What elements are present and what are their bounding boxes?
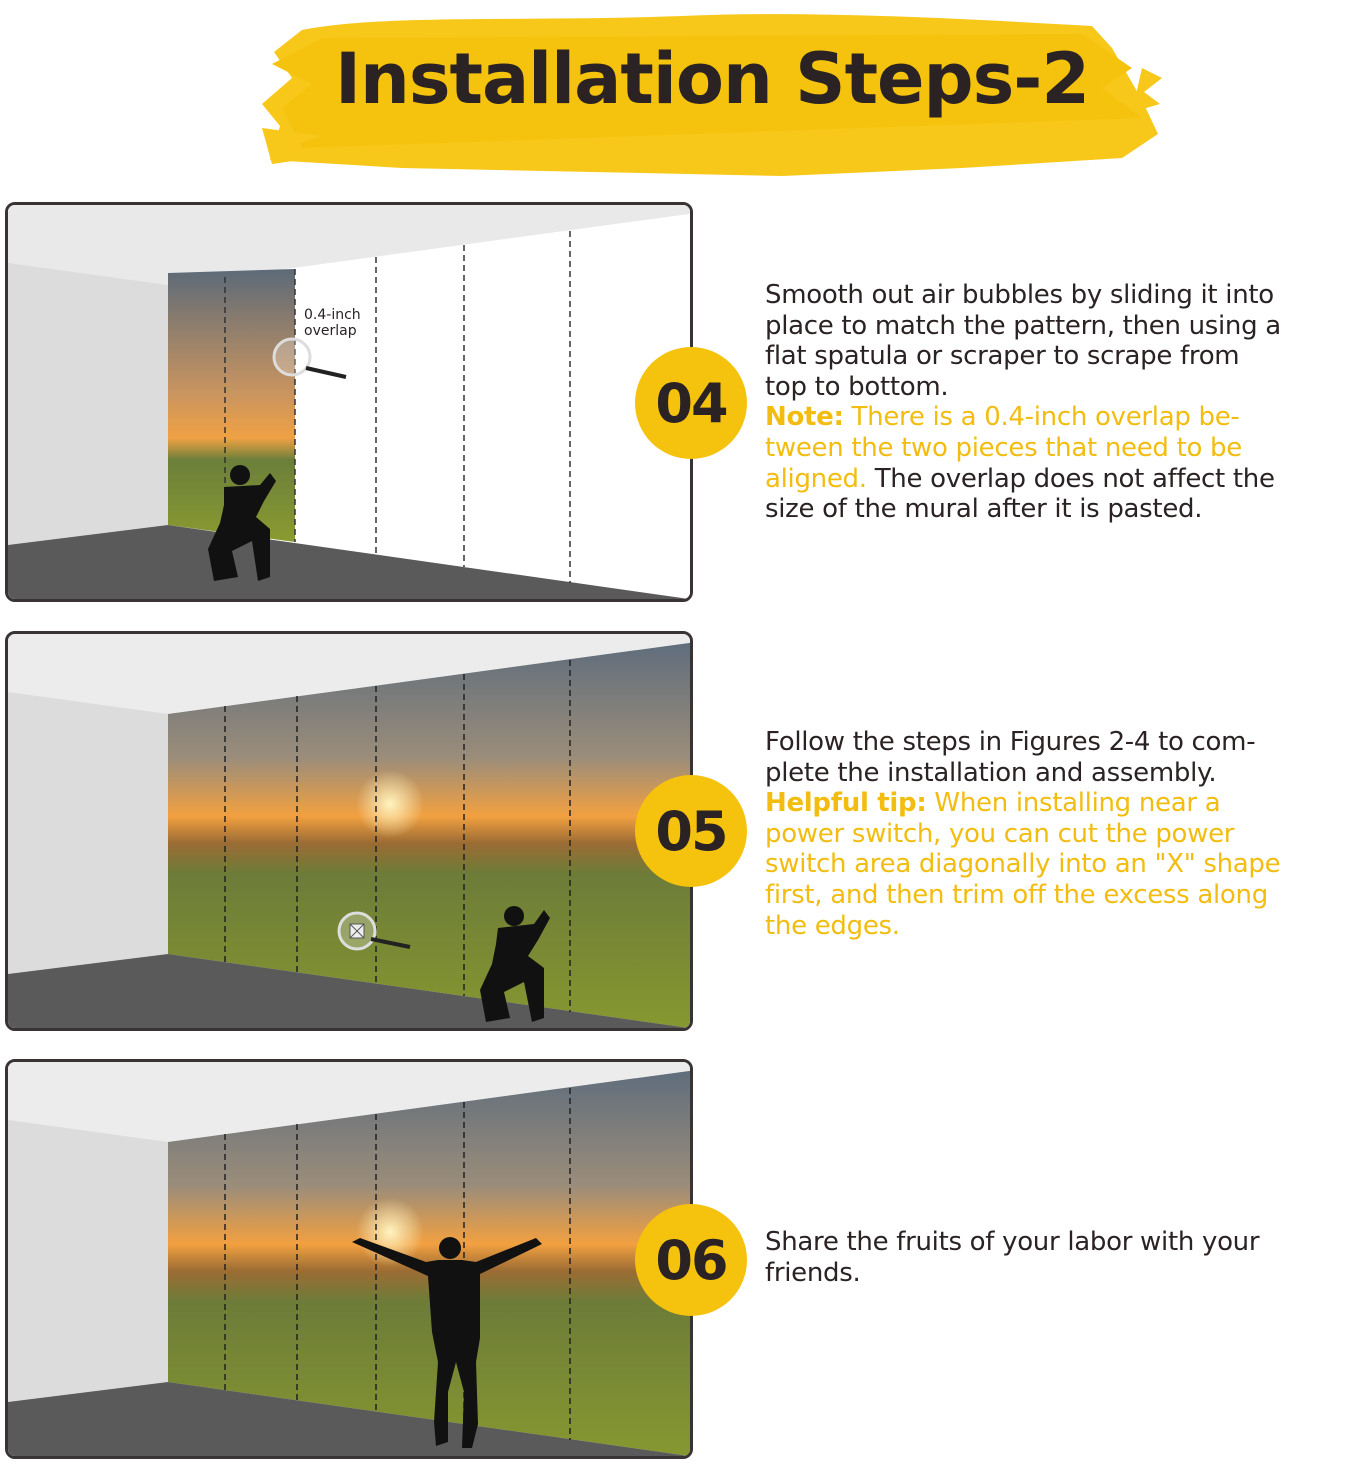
step-number-04: 04	[635, 347, 747, 459]
note-label: Note:	[765, 402, 844, 433]
text-line: friends.	[765, 1257, 861, 1288]
step-06-illustration	[5, 1059, 693, 1459]
tip-label: Helpful tip:	[765, 788, 927, 819]
text-line: Share the fruits of your labor with your	[765, 1227, 1260, 1257]
overlap-label: 0.4-inch overlap	[304, 307, 361, 339]
tip-line: first, and then trim off the excess along	[765, 879, 1268, 910]
tip-line: switch area diagonally into an "X" shape	[765, 849, 1281, 880]
tip-line	[765, 788, 1362, 819]
tip-line: the edges.	[765, 910, 900, 941]
note-line: size of the mural after it is pasted.	[765, 494, 1203, 525]
text-line: Follow the steps in Figures 2-4 to com-	[765, 727, 1256, 757]
title-banner	[262, 8, 1162, 180]
note-line: tween the two pieces that need to be	[765, 432, 1242, 463]
text-line: plete the installation and assembly.	[765, 757, 1217, 788]
tip-line: power switch, you can cut the power	[765, 818, 1235, 849]
text-line: top to bottom.	[765, 371, 949, 402]
step-04-illustration	[5, 202, 693, 602]
step-04-text	[765, 280, 1362, 525]
step-06-text	[765, 1227, 1362, 1288]
text-line: Smooth out air bubbles by sliding it into	[765, 280, 1274, 310]
text-line: flat spatula or scraper to scrape from	[765, 341, 1240, 372]
note-highlight: There is a 0.4-inch overlap be-	[843, 402, 1240, 433]
note-highlight: aligned.	[765, 463, 867, 494]
step-number-05: 05	[635, 775, 747, 887]
note-line	[765, 402, 1362, 433]
tip-text: When installing near a	[926, 788, 1221, 819]
page-title: Installation Steps-2	[334, 38, 1090, 120]
step-number-06: 06	[635, 1204, 747, 1316]
text-line: place to match the pattern, then using a	[765, 310, 1281, 341]
note-rest: The overlap does not affect the	[866, 463, 1275, 494]
note-line	[765, 464, 1362, 495]
step-05-illustration	[5, 631, 693, 1031]
step-05-text	[765, 727, 1362, 941]
